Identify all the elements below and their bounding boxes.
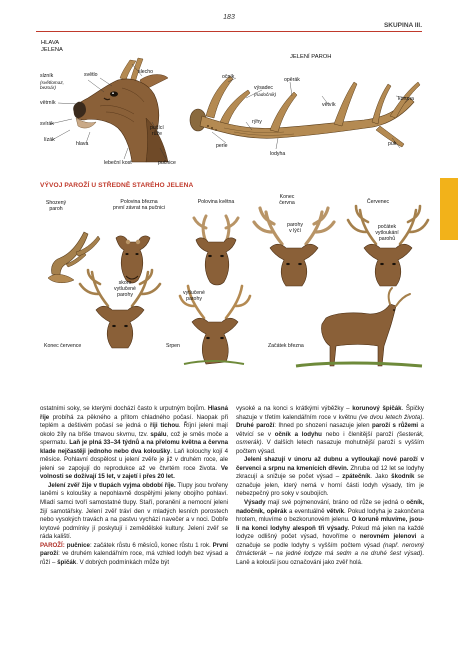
label-perle: perle <box>216 143 228 149</box>
stage-start-march <box>296 288 422 368</box>
label-lizak: lízák <box>44 137 55 143</box>
label-vetrnik: větrník <box>40 100 56 106</box>
label-lebecni-kost: lebeční kost <box>104 160 132 166</box>
label-vytlucene-parohy: vytlučené parohy <box>183 290 205 302</box>
label-konec-cervence: Konec července <box>44 343 82 349</box>
label-zacatek-brezna: Začátek března <box>268 343 304 349</box>
stage-july <box>346 204 430 288</box>
label-shozeny-paroh: Shozený paroh <box>45 200 67 212</box>
label-operak: opěrák <box>284 77 300 83</box>
label-vetvik: větvík <box>322 102 336 108</box>
label-ryhy: rýhy <box>252 119 262 125</box>
label-vysadec: výsadec (nadočník) <box>254 85 277 97</box>
label-svirak: svírák <box>40 121 54 127</box>
stage-mid-may <box>186 212 248 286</box>
label-parohy-v-lyci: parohy v lýčí <box>287 222 303 234</box>
label-slznik: slzník (světlomaz, bezoár) <box>40 73 64 91</box>
label-pocatek-vytloukani: počátek vytloukání parohů <box>375 224 399 242</box>
label-hlava: hlava <box>76 141 89 147</box>
label-svetlo: světlo <box>84 72 98 78</box>
label-puk: puk <box>388 141 397 147</box>
label-srpen: Srpen <box>166 343 180 349</box>
label-polovina-kvetna: Polovina května <box>197 199 235 205</box>
label-polovina-brezna: Polovina března první závrat na pučnici <box>113 199 165 211</box>
page-number: 183 <box>223 14 235 21</box>
text-column-left: ostatními soky, se kterými dochází často k urputným bojům. Hlasná říje probíhá za pěkného a přitom chladného počasí. Naopak při teplém a deštivém počasí se jedná o říji tichou. Říjní jeleni mají okolo žíly na břiše tmavou skvrnu, tzv. spálu, což je směs moče a spermatu. Laň je plná 33–34 týdnů a na přelomu května a června klade nejčastěji jednoho nebo dva koloušky. Laň kolouchy kojí 4 měsíce. Pohlavní dospělost u jelení zvěře je již v druhém roce, ale jeleni se zapojují do reprodukce až ve čtvrtém roce života. Ve volnosti se dožívají 15 let, v zajetí i přes 20 let. Jelení zvěř žije v tlupách vyjma období říje. Tlupy jsou tvořeny laněmi s koloušky a nepohlavně dospělými jeleny obojího pohlaví. Mladí samci tvoří samostatné tlupy. Staří, poranění a nemocní jeleni žijí samotářsky. Jelení zvěř tráví den v mladých lesních porostech nebo vysokých travách a na pastvu vychází navečer a v noci. Dobře krytové podmínky jí poskytují i zemědělské kultury. Jelení zvěř se ráda kaliští. PAROŽÍ: pučnice: začátek růstu 6 měsíců, konec růstu 1 rok. První paroží: ve druhém kalendářním roce, má vzhled lodyh bez výsad a růží – špičák. V dobrých podmínkách může být <box>40 405 228 566</box>
head-figure-title: HLAVA JELENA <box>41 40 63 53</box>
section-title: VÝVOJ PAROŽÍ U STŘEDNĚ STARÉHO JELENA <box>40 182 194 189</box>
label-koruna: koruna <box>398 96 414 102</box>
antler-figure-title: JELENÍ PAROH <box>290 54 332 60</box>
text-column-right: vysoké a na konci s krátkými výběžky – korunový špičák. Špičky shazuje v třetím kalendářním roce v květnu (ve dvou letech života). Druhé paroží: Ihned po shození nasazuje jelen paroží s růžemi a větvící se v očník a lodyhu nebo i členitější paroží (šesterák, osmerák). V dalších letech nasazuje mohutnější paroží s vyšším počtem výsad. Jeleni shazují v únoru až dubnu a vytloukají nové paroží v červenci a srpnu na kmenících dřevin. Zhruba od 12 let se lodyhy zkracují a snižuje se počet výsad – zpátečník. Jako škodník se označuje jelen, který nemá v horní části lodyh výsady, tím je nebezpečný pro soky v soubojích. Výsady mají své pojmenování, bráno od růže se jedná o očník, nadočník, opěrák a eventuálně větvík. Pokud lodyha je zakončena hrotem, mluvíme o bezkorunovém jelenu. O koruně mluvíme, jsou-li na konci lodyhy alespoň tři výsady. Pokud má jelen na každé lodyze odlišný počet výsad, hovoříme o nerovném jelenovi a označuje se podle lodyhy s vyšším počtem výsad (např. nerovný čtrnácterák – na jedné lodyze má sedm a na druhé šest výsad). Laně a kolouši jsou označováni jako zvěř holá. <box>236 405 425 566</box>
label-cervenec: Červenec <box>366 199 390 205</box>
label-lodyha: lodyha <box>270 151 286 157</box>
label-pucnice: pučnice <box>158 160 176 166</box>
stage-end-june <box>252 204 336 288</box>
label-ocnik: očník <box>222 74 235 80</box>
label-konec-cervna: Konec června <box>279 194 295 206</box>
group-label: SKUPINA III. <box>383 22 422 29</box>
label-slecho: slecho <box>138 69 153 75</box>
label-skoro-vytlucene: skoro vytlučené parohy <box>114 280 136 298</box>
label-pucici-ruze: pučící růže <box>150 125 164 137</box>
